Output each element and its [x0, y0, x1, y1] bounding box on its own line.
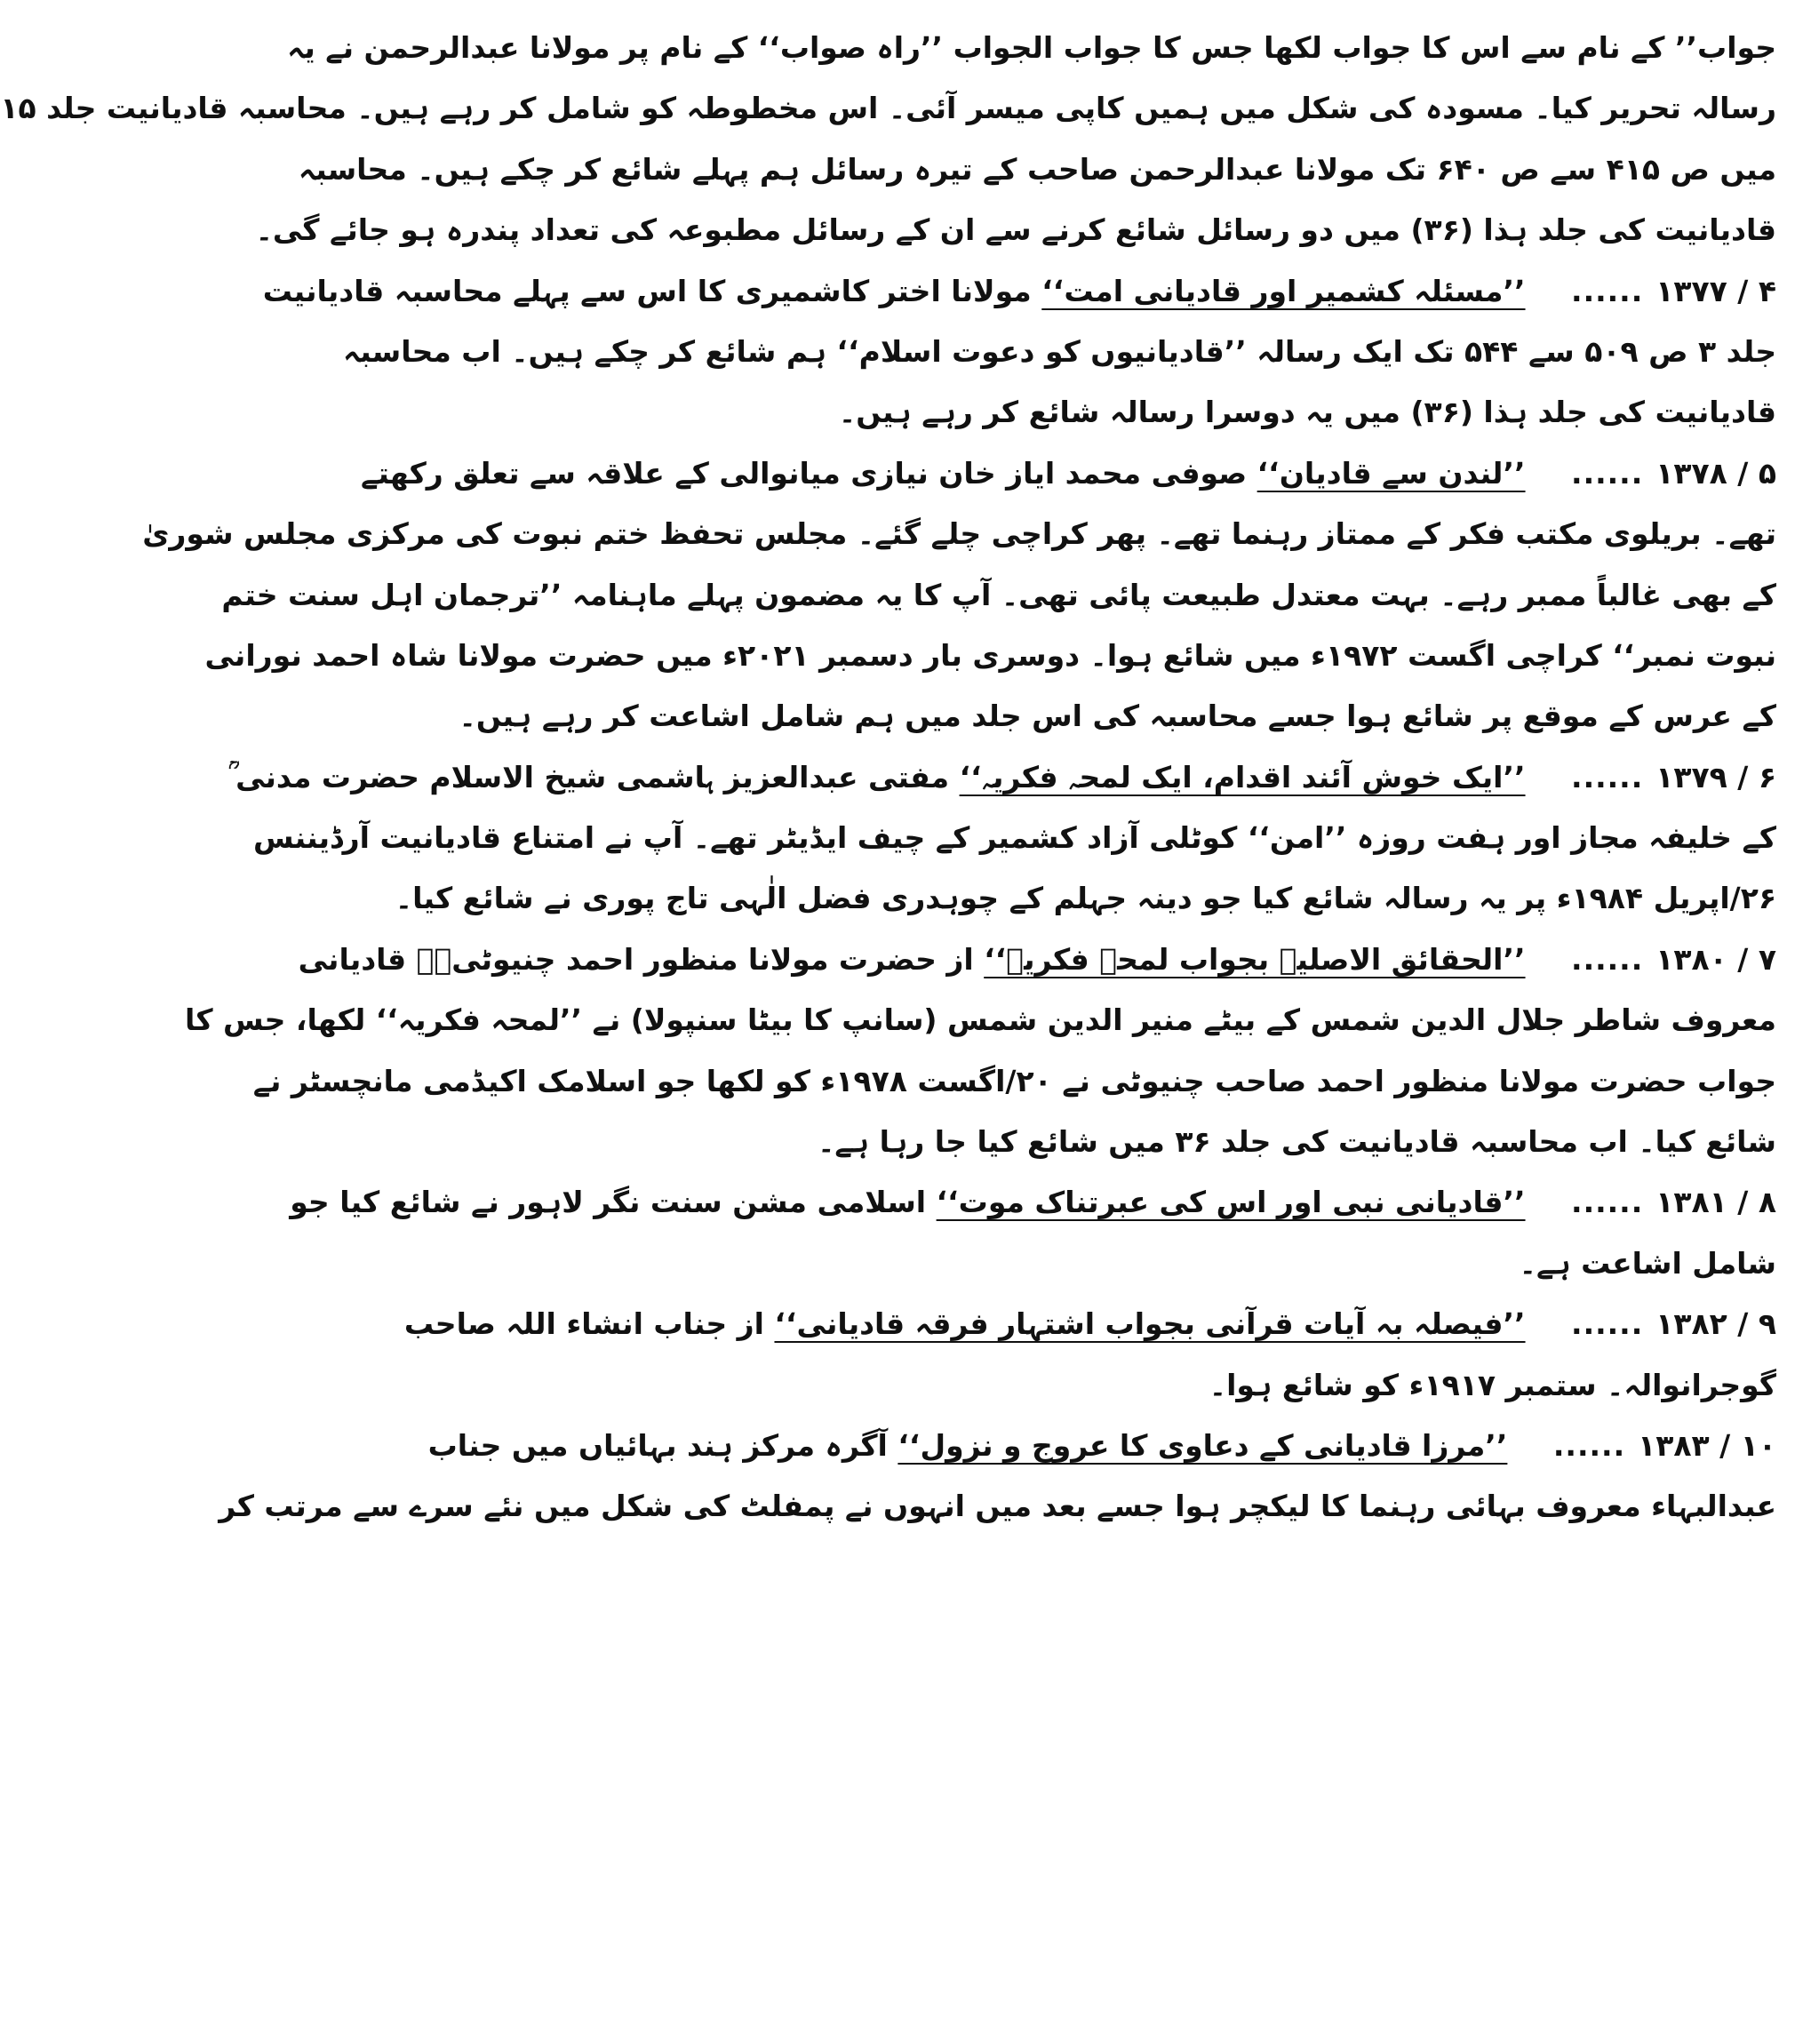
entry-number: ۱۳۸۰ / ۷ — [1655, 941, 1776, 977]
text-line: میں ص ۴۱۵ سے ص ۶۴۰ تک مولانا عبدالرحمن صاحب کے تیرہ رسائل ہم پہلے شائع کر چکے ہیں۔ محاسبہ — [298, 151, 1776, 187]
text-line: معروف شاطر جلال الدین شمس کے بیٹے منیر الدین شمس (سانپ کا بیٹا سنپولا) نے ’’لمحہ فکریہ‘‘ لکھا، جس کا — [184, 1002, 1776, 1038]
entry-head-text: صوفی محمد ایاز خان نیازی میانوالی کے علاقہ سے تعلق رکھتے — [361, 455, 1248, 491]
entry-1382 — [403, 1294, 1776, 1416]
entry-dots: ...... — [1571, 1306, 1644, 1342]
entry-heading — [262, 261, 1776, 322]
text-line: کے بھی غالباً ممبر رہے۔ بہت معتدل طبیعت پائی تھی۔ آپ کا یہ مضمون پہلے ماہنامہ ’’ترجمان اہل سنت ختم — [221, 577, 1776, 612]
entry-title: ’’ایک خوش آئند اقدام، ایک لمحہ فکریہ‘‘ — [959, 759, 1526, 794]
entry-dots: ...... — [1571, 941, 1644, 977]
entry-1377 — [262, 261, 1776, 443]
entry-number: ۱۳۷۸ / ۵ — [1655, 455, 1776, 491]
entry-title: ’’الحقائق الاصلیہ بجواب لمحہ فکریہ‘‘ — [984, 941, 1526, 977]
text-line: ۲۶/اپریل ۱۹۸۴ء پر یہ رسالہ شائع کیا جو دینہ جہلم کے چوہدری فضل الٰہی تاج پوری نے شائع کیا۔ — [395, 881, 1776, 916]
entry-title: ’’لندن سے قادیان‘‘ — [1257, 455, 1526, 491]
entry-number: ۱۳۸۱ / ۸ — [1655, 1185, 1776, 1220]
text-line: کے خلیفہ مجاز اور ہفت روزہ ’’امن‘‘ کوٹلی آزاد کشمیر کے چیف ایڈیٹر تھے۔ آپ نے امتناع قادیانیت آرڈیننس — [253, 820, 1776, 856]
entry-dots: ...... — [1552, 1427, 1626, 1463]
entry-head-text: اسلامی مشن سنت نگر لاہور نے شائع کیا جو — [290, 1185, 927, 1220]
entry-number: ۱۳۷۹ / ۶ — [1655, 759, 1776, 794]
entry-1383 — [219, 1416, 1776, 1537]
text-line: جواب حضرت مولانا منظور احمد صاحب چنیوٹی نے ۲۰/اگست ۱۹۷۸ء کو لکھا جو اسلامک اکیڈمی مانچسٹر نے — [252, 1063, 1776, 1098]
text-line: رسالہ تحریر کیا۔ مسودہ کی شکل میں ہمیں کاپی میسر آئی۔ اس مخطوطہ کو شامل کر رہے ہیں۔ محاسبہ قادیانیت جلد ۱۵ — [0, 91, 1776, 126]
entry-heading — [403, 1294, 1776, 1354]
entry-number: ۱۳۸۲ / ۹ — [1655, 1306, 1776, 1342]
text-line: تھے۔ بریلوی مکتب فکر کے ممتاز رہنما تھے۔ پھر کراچی چلے گئے۔ مجلس تحفظ ختم نبوت کی مرکزی مجلس شوریٰ — [142, 516, 1776, 552]
entry-head-text: مفتی عبدالعزیز ہاشمی شیخ الاسلام حضرت مدنی ؒ — [227, 759, 950, 794]
text-line: جلد ۳ ص ۵۰۹ سے ۵۴۴ تک ایک رسالہ ’’قادیانیوں کو دعوت اسلام‘‘ ہم شائع کر چکے ہیں۔ اب محاسبہ — [342, 333, 1776, 369]
entry-1381 — [290, 1172, 1776, 1294]
entry-dots: ...... — [1571, 455, 1644, 491]
entry-1379 — [227, 747, 1776, 930]
entry-head-text: از جناب انشاء اللہ صاحب — [403, 1306, 764, 1342]
entry-title: ’’قادیانی نبی اور اس کی عبرتناک موت‘‘ — [936, 1185, 1526, 1220]
document-page — [0, 18, 1776, 2026]
entry-dots: ...... — [1571, 273, 1644, 308]
text-line: قادیانیت کی جلد ہذا (۳۶) میں دو رسائل شائع کرنے سے ان کے رسائل مطبوعہ کی تعداد پندرہ ہو جائے گی۔ — [255, 212, 1776, 248]
text-line: کے عرس کے موقع پر شائع ہوا جسے محاسبہ کی اس جلد میں ہم شامل اشاعت کر رہے ہیں۔ — [459, 699, 1776, 734]
entry-1378 — [142, 443, 1776, 747]
text-line: گوجرانوالہ۔ ستمبر ۱۹۱۷ء کو شائع ہوا۔ — [1209, 1367, 1776, 1402]
entry-heading — [361, 443, 1776, 504]
entry-head-text: آگرہ مرکز ہند بہائیاں میں جناب — [427, 1427, 888, 1463]
entry-title: ’’فیصلہ بہ آیات قرآنی بجواب اشتہار فرقہ قادیانی‘‘ — [774, 1306, 1526, 1342]
entry-heading — [290, 1172, 1776, 1233]
entry-title: ’’مسئلہ کشمیر اور قادیانی امت‘‘ — [1041, 273, 1526, 308]
text-line: شائع کیا۔ اب محاسبہ قادیانیت کی جلد ۳۶ میں شائع کیا جا رہا ہے۔ — [818, 1124, 1776, 1160]
entry-title: ’’مرزا قادیانی کے دعاوی کا عروج و نزول‘‘ — [898, 1427, 1508, 1463]
entry-1380 — [184, 930, 1776, 1173]
entry-heading — [427, 1416, 1776, 1476]
entry-heading — [227, 747, 1776, 808]
text-line: عبدالبہاء معروف بہائی رہنما کا لیکچر ہوا جسے بعد میں انہوں نے پمفلٹ کی شکل میں نئے سرے سے مرتب کر — [219, 1489, 1776, 1524]
intro-paragraph — [0, 18, 1776, 261]
entry-dots: ...... — [1571, 759, 1644, 794]
text-line: شامل اشاعت ہے۔ — [1519, 1245, 1776, 1281]
text-line: قادیانیت کی جلد ہذا (۳۶) میں یہ دوسرا رسالہ شائع کر رہے ہیں۔ — [838, 395, 1776, 430]
text-line: نبوت نمبر‘‘ کراچی اگست ۱۹۷۲ء میں شائع ہوا۔ دوسری بار دسمبر ۲۰۲۱ء میں حضرت مولانا شاہ احمد نورانی — [204, 637, 1776, 673]
entry-heading — [298, 930, 1776, 990]
entry-number: ۱۳۸۳ / ۱۰ — [1638, 1427, 1776, 1463]
text-line: جواب’’ کے نام سے اس کا جواب لکھا جس کا جواب الجواب ’’راہ صواب‘‘ کے نام پر مولانا عبدالرحمن نے یہ — [287, 30, 1776, 65]
entry-head-text: مولانا اختر کاشمیری کا اس سے پہلے محاسبہ قادیانیت — [262, 273, 1032, 308]
entry-dots: ...... — [1571, 1185, 1644, 1220]
entry-number: ۱۳۷۷ / ۴ — [1655, 273, 1776, 308]
entry-head-text: از حضرت مولانا منظور احمد چنیوٹیؒ۔ قادیانی — [298, 941, 974, 977]
